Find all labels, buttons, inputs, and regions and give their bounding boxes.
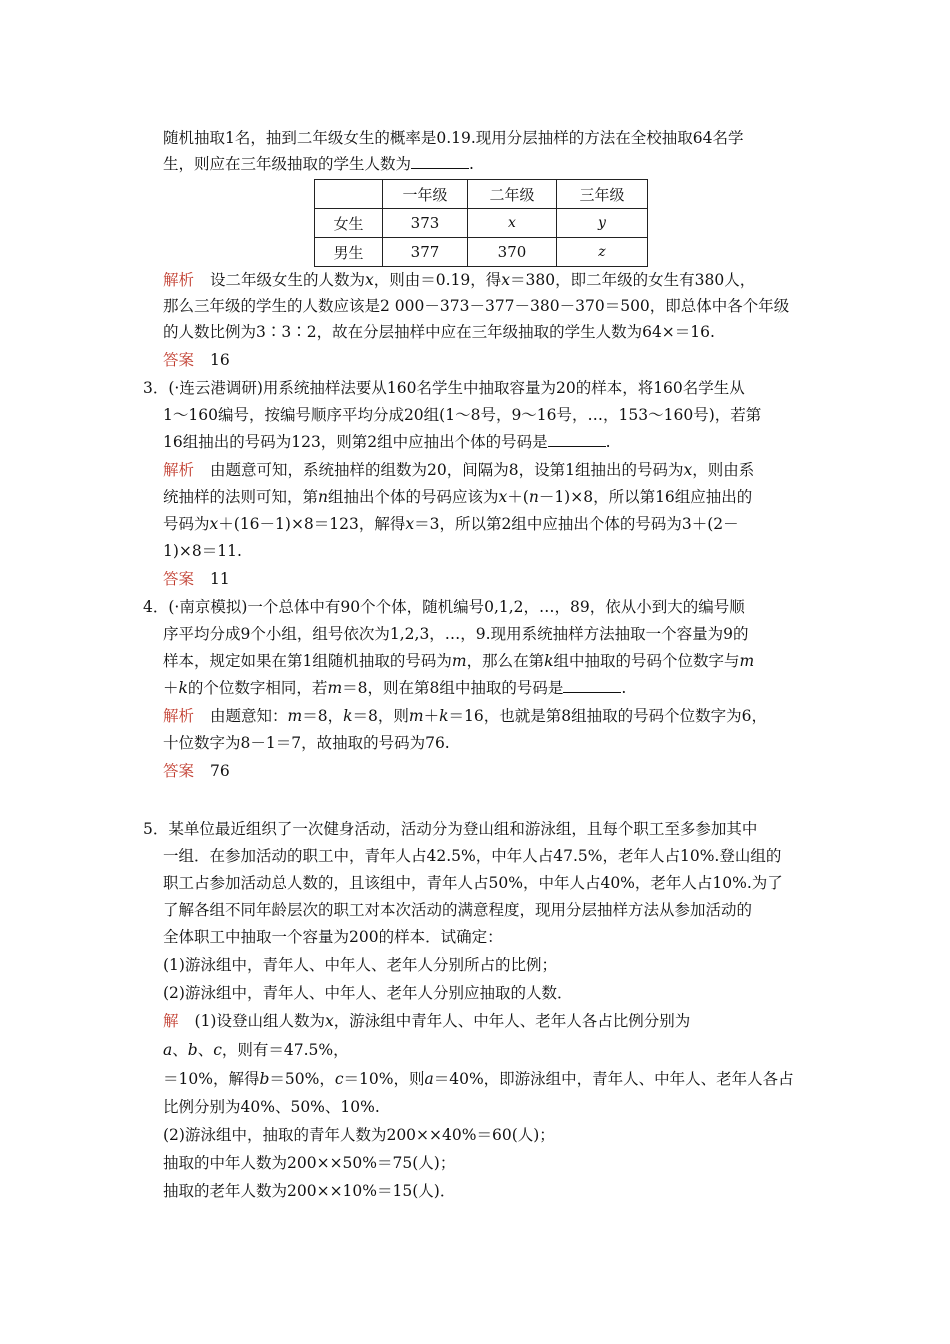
text: ＝3，所以第2组中应抽出个体的号码为3＋(2－	[414, 515, 739, 533]
q2-solution-line-1	[163, 270, 755, 290]
text: 组抽出个体的号码应该为	[328, 488, 499, 506]
text: ＝40%，即游泳组中，青年人、中年人、老年人各占	[433, 1070, 794, 1088]
var-m: m	[451, 652, 467, 670]
answer-blank	[563, 678, 621, 693]
q5-line-5: 全体职工中抽取一个容量为200的样本．试确定：	[163, 928, 503, 946]
text: ＝16，也就是第8组抽取的号码个位数字为6，	[448, 707, 767, 725]
q2-solution-line-2: 那么三年级的学生的人数应该是2 000－373－377－380－370＝500，即总体中各个年级	[163, 297, 790, 315]
q5-solution-line-7: 抽取的老年人数为200××10%＝15(人)．	[163, 1182, 456, 1200]
var-k: k	[178, 679, 188, 697]
q4-line-2: 序平均分成9个小组，组号依次为1,2,3，…，9.现用系统抽样方法抽取一个容量为9的	[163, 625, 749, 643]
q3-solution-line-4: 1)×8＝11.	[163, 542, 242, 560]
var-c: c	[213, 1041, 222, 1059]
solution-tag: 解析	[163, 707, 195, 725]
q5-solution-line-5: (2)游泳组中，抽取的青年人数为200××40%＝60(人)；	[163, 1126, 555, 1144]
text: 号码为	[163, 515, 210, 533]
text: 、	[197, 1041, 214, 1059]
text: －1)×8，所以第16组应抽出的	[538, 488, 753, 506]
q5-solution-line-3	[163, 1069, 794, 1089]
table-cell: x	[468, 209, 557, 238]
answer-tag: 答案	[163, 351, 195, 369]
q4-line-1: 4．(·南京模拟)一个总体中有90个个体，随机编号0,1,2，…，89，依从小到大的编号顺	[143, 598, 745, 616]
text: ＝10%，解得	[163, 1070, 260, 1088]
var-x: x	[501, 271, 511, 289]
q5-solution-line-4: 比例分别为40%、50%、10%.	[163, 1098, 380, 1116]
table-cell: 373	[383, 209, 468, 238]
table-cell: 377	[383, 238, 468, 267]
text: .	[621, 679, 627, 697]
q3-line-2: 1～160编号，按编号顺序平均分成20组(1～8号，9～16号，…，153～160号)，若第	[163, 406, 762, 424]
var-k: k	[343, 707, 353, 725]
text: ＝8，则在第8组中抽取的号码是	[342, 679, 564, 697]
text: 由题意可知，系统抽样的组数为20，间隔为8，设第1组抽出的号码为	[210, 461, 684, 479]
table-header-cell: 一年级	[383, 180, 468, 209]
q4-answer	[163, 761, 230, 781]
solution-tag: 解	[163, 1012, 179, 1030]
var-a: a	[424, 1070, 434, 1088]
q5-line-2: 一组．在参加活动的职工中，青年人占42.5%，中年人占47.5%，老年人占10%.登山组的	[163, 847, 782, 865]
answer-blank	[548, 432, 606, 447]
answer-tag: 答案	[163, 762, 195, 780]
q5-solution-line-6: 抽取的中年人数为200××50%＝75(人)；	[163, 1154, 456, 1172]
q5-solution-line-1	[163, 1011, 690, 1031]
q4-solution-line-2: 十位数字为8－1＝7，故抽取的号码为76.	[163, 734, 450, 752]
table-row-label: 男生	[315, 238, 383, 267]
text: ＋(16－1)×8＝123，解得	[218, 515, 406, 533]
var-x: x	[365, 271, 374, 289]
q2-stem-line-1: 随机抽取1名，抽到二年级女生的概率是0.19.现用分层抽样的方法在全校抽取64名学	[163, 129, 744, 147]
table-cell: 370	[468, 238, 557, 267]
text: ，则由系	[692, 461, 755, 479]
text: 16组抽出的号码为123，则第2组中应抽出个体的号码是	[163, 433, 548, 451]
q4-line-3	[163, 651, 754, 671]
text: (1)设登山组人数为	[194, 1012, 325, 1030]
text: .	[605, 433, 611, 451]
q5-line-3: 职工占参加活动总人数的，且该组中，青年人占50%，中年人占40%，老年人占10%.为了	[163, 874, 783, 892]
text: ＋(	[507, 488, 529, 506]
q5-solution-line-2	[163, 1040, 349, 1060]
var-m: m	[287, 707, 303, 725]
var-x: x	[324, 1012, 334, 1030]
var-b: b	[187, 1041, 198, 1059]
answer-blank	[411, 154, 469, 169]
q2-answer	[163, 350, 230, 370]
var-k: k	[439, 707, 449, 725]
table-row	[315, 238, 648, 267]
answer-tag: 答案	[163, 570, 195, 588]
var-a: a	[163, 1041, 173, 1059]
text: ＝8，则	[352, 707, 409, 725]
text: 组中抽取的号码个位数字与	[553, 652, 740, 670]
text: ＝8，	[302, 707, 344, 725]
table-row-label: 女生	[315, 209, 383, 238]
q3-solution-line-3	[163, 514, 739, 534]
var-x: x	[209, 515, 219, 533]
q2-solution-line-3: 的人数比例为3∶3∶2，故在分层抽样中应在三年级抽取的学生人数为64×＝16.	[163, 323, 715, 341]
text: ＝10%，则	[343, 1070, 425, 1088]
var-m: m	[327, 679, 343, 697]
answer-value: 76	[210, 762, 230, 780]
q5-part-2: (2)游泳组中，青年人、中年人、老年人分别应抽取的人数．	[163, 984, 573, 1002]
var-x: x	[683, 461, 693, 479]
q4-line-4	[163, 678, 626, 698]
var-x: x	[498, 488, 508, 506]
q5-line-1: 5．某单位最近组织了一次健身活动，活动分为登山组和游泳组，且每个职工至多参加其中	[143, 820, 758, 838]
text: ＝50%，	[269, 1070, 335, 1088]
text: ，那么在第	[466, 652, 545, 670]
q2-stem-line-2	[163, 154, 474, 174]
var-m: m	[739, 652, 755, 670]
grade-gender-table	[314, 179, 648, 267]
table-header-cell: 三年级	[557, 180, 648, 209]
text: 设二年级女生的人数为	[210, 271, 366, 289]
var-x: x	[405, 515, 415, 533]
text: 统抽样的法则可知，第	[163, 488, 319, 506]
text: ＋	[163, 679, 179, 697]
var-m: m	[408, 707, 424, 725]
text: 、	[172, 1041, 188, 1059]
text: 由题意知：	[210, 707, 288, 725]
solution-tag: 解析	[163, 461, 195, 479]
solution-tag: 解析	[163, 271, 195, 289]
var-c: c	[334, 1070, 344, 1088]
table-row	[315, 209, 648, 238]
q5-line-4: 了解各组不同年龄层次的职工对本次活动的满意程度，现用分层抽样方法从参加活动的	[163, 901, 753, 919]
q2-stem-text: 生，则应在三年级抽取的学生人数为	[163, 155, 412, 173]
table-header-cell: 二年级	[468, 180, 557, 209]
answer-value: 11	[210, 570, 230, 588]
table-header-cell	[315, 180, 383, 209]
text: ，游泳组中青年人、中年人、老年人各占比例分别为	[333, 1012, 691, 1030]
var-n: n	[318, 488, 328, 506]
text: ＋	[423, 707, 440, 725]
q5-part-1: (1)游泳组中，青年人、中年人、老年人分别所占的比例；	[163, 956, 557, 974]
var-b: b	[259, 1070, 270, 1088]
text: ，则有＝47.5%，	[221, 1041, 349, 1059]
var-k: k	[544, 652, 554, 670]
q3-line-3	[163, 432, 611, 452]
q4-solution-line-1	[163, 706, 767, 726]
text: 的个位数字相同，若	[187, 679, 328, 697]
q2-stem-end: .	[469, 155, 474, 173]
text: ＝380，即二年级的女生有380人，	[510, 271, 756, 289]
answer-value: 16	[210, 351, 230, 369]
q3-answer	[163, 569, 230, 589]
q3-solution-line-2	[163, 487, 752, 507]
q3-solution-line-1	[163, 460, 754, 480]
text: ，则由＝0.19，得	[373, 271, 502, 289]
table-cell: y	[557, 209, 648, 238]
var-n: n	[528, 488, 539, 506]
table-cell: z	[557, 238, 648, 267]
q3-line-1: 3．(·连云港调研)用系统抽样法要从160名学生中抽取容量为20的样本，将160名学生从	[143, 379, 745, 397]
text: 样本，规定如果在第1组随机抽取的号码为	[163, 652, 452, 670]
table-header-row	[315, 180, 648, 209]
